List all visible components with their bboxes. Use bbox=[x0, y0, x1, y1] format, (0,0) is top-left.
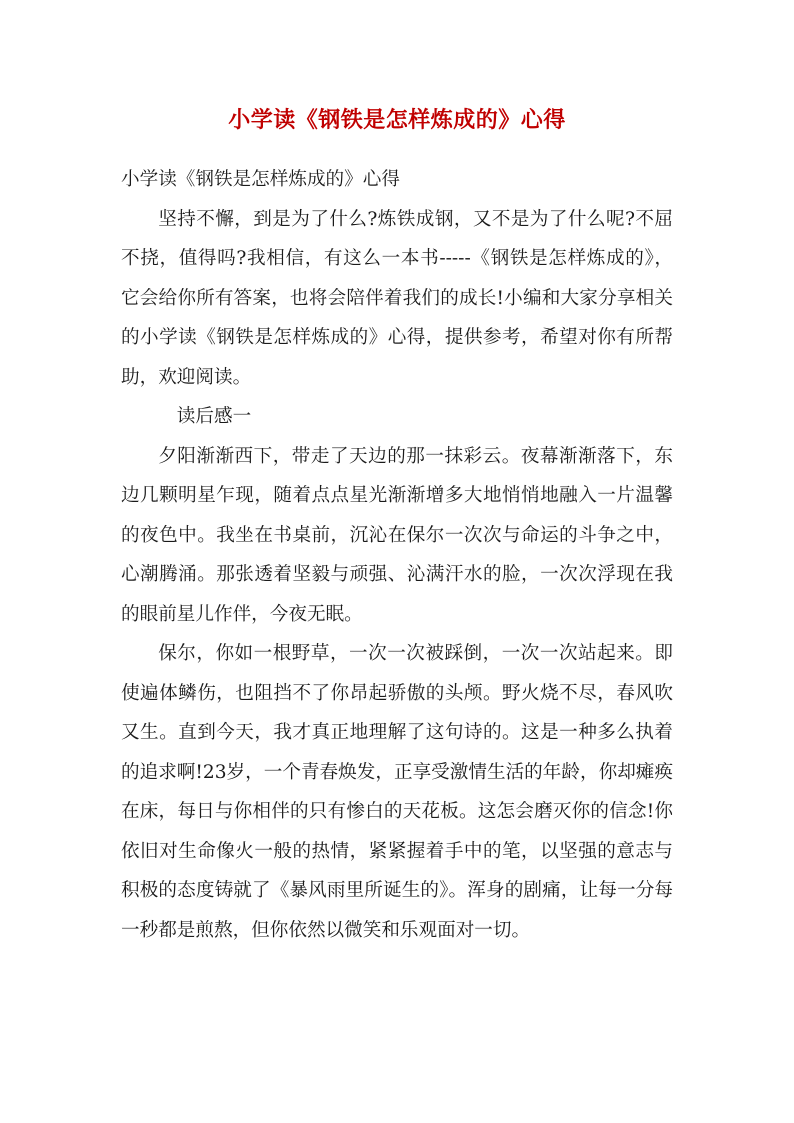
intro-paragraph: 坚持不懈，到是为了什么?炼铁成钢，又不是为了什么呢?不屈不挠，值得吗?我相信，有这么一本书-----《钢铁是怎样炼成的》，它会给你所有答案，也将会陪伴着我们的成长!小编和大家分享相关的小学读《钢铁是怎样炼成的》心得，提供参考，希望对你有所帮助，欢迎阅读。 bbox=[121, 208, 673, 388]
document-subtitle: 小学读《钢铁是怎样炼成的》心得 bbox=[121, 169, 400, 190]
document-title: 小学读《钢铁是怎样炼成的》心得 bbox=[228, 107, 566, 133]
section-heading: 读后感一 bbox=[176, 406, 252, 427]
document-body bbox=[121, 160, 673, 950]
paragraph-2: 保尔，你如一根野草，一次一次被踩倒，一次一次站起来。即使遍体鳞伤，也阻挡不了你昂起骄傲的头颅。野火烧不尽，春风吹又生。直到今天，我才真正地理解了这句诗的。这是一种多么执着的追求啊!23岁，一个青春焕发，正享受激情生活的年龄，你却瘫痪在床，每日与你相伴的只有惨白的天花板。这怎会磨灭你的信念!你依旧对生命像火一般的热情，紧紧握着手中的笔，以坚强的意志与积极的态度铸就了《暴风雨里所诞生的》。浑身的剧痛，让每一分每一秒都是煎熬，但你依然以微笑和乐观面对一切。 bbox=[121, 643, 673, 941]
paragraph-1: 夕阳渐渐西下，带走了天边的那一抹彩云。夜幕渐渐落下，东边几颗明星乍现，随着点点星光渐渐增多大地悄悄地融入一片温馨的夜色中。我坐在书桌前，沉沁在保尔一次次与命运的斗争之中，心潮腾涌。那张透着坚毅与顽强、沁满汗水的脸，一次次浮现在我的眼前星儿作伴，今夜无眠。 bbox=[121, 445, 673, 625]
